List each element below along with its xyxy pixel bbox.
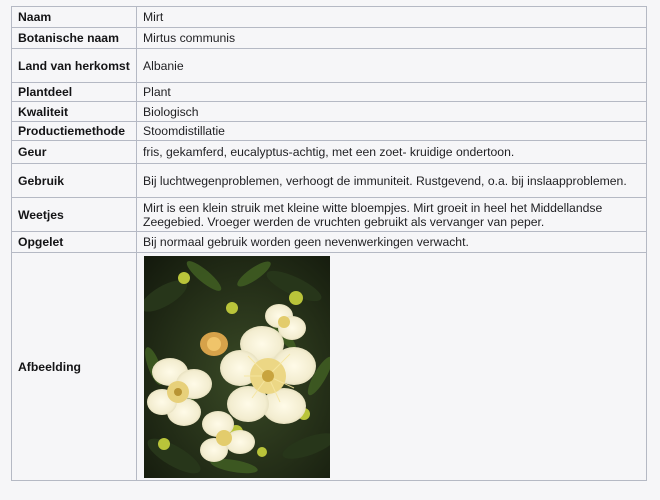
product-info-table: [11, 6, 647, 481]
row-value: Bij luchtwegenproblemen, verhoogt de immuniteit. Rustgevend, o.a. bij inslaapproblemen.: [137, 164, 647, 198]
row-value: Mirtus communis: [137, 28, 647, 49]
row-label: Afbeelding: [12, 253, 137, 481]
table-row: [12, 122, 647, 141]
row-value: Mirt: [137, 7, 647, 28]
row-label: Opgelet: [12, 232, 137, 253]
myrtle-flower-photo: [144, 256, 330, 478]
image-cell: [137, 253, 647, 481]
table-row: [12, 198, 647, 232]
row-value: Biologisch: [137, 102, 647, 122]
table-row: [12, 83, 647, 102]
row-label: Kwaliteit: [12, 102, 137, 122]
table-row: [12, 102, 647, 122]
row-label: Botanische naam: [12, 28, 137, 49]
row-value: Mirt is een klein struik met kleine witte bloempjes. Mirt groeit in heel het Middellandse Zeegebied. Vroeger werden de vruchten gebruikt als vervanger van peper.: [137, 198, 647, 232]
row-value: Plant: [137, 83, 647, 102]
table-row: [12, 7, 647, 28]
row-label: Naam: [12, 7, 137, 28]
table-row: [12, 232, 647, 253]
table-row: [12, 49, 647, 83]
row-label: Plantdeel: [12, 83, 137, 102]
row-label: Productiemethode: [12, 122, 137, 141]
row-label: Geur: [12, 141, 137, 164]
row-label: Gebruik: [12, 164, 137, 198]
row-value: fris, gekamferd, eucalyptus-achtig, met een zoet- kruidige ondertoon.: [137, 141, 647, 164]
table-row: [12, 253, 647, 481]
table-row: [12, 164, 647, 198]
row-value: Albanie: [137, 49, 647, 83]
row-value: Bij normaal gebruik worden geen nevenwerkingen verwacht.: [137, 232, 647, 253]
row-label: Weetjes: [12, 198, 137, 232]
row-value: Stoomdistillatie: [137, 122, 647, 141]
row-label: Land van herkomst: [12, 49, 137, 83]
table-row: [12, 141, 647, 164]
table-row: [12, 28, 647, 49]
